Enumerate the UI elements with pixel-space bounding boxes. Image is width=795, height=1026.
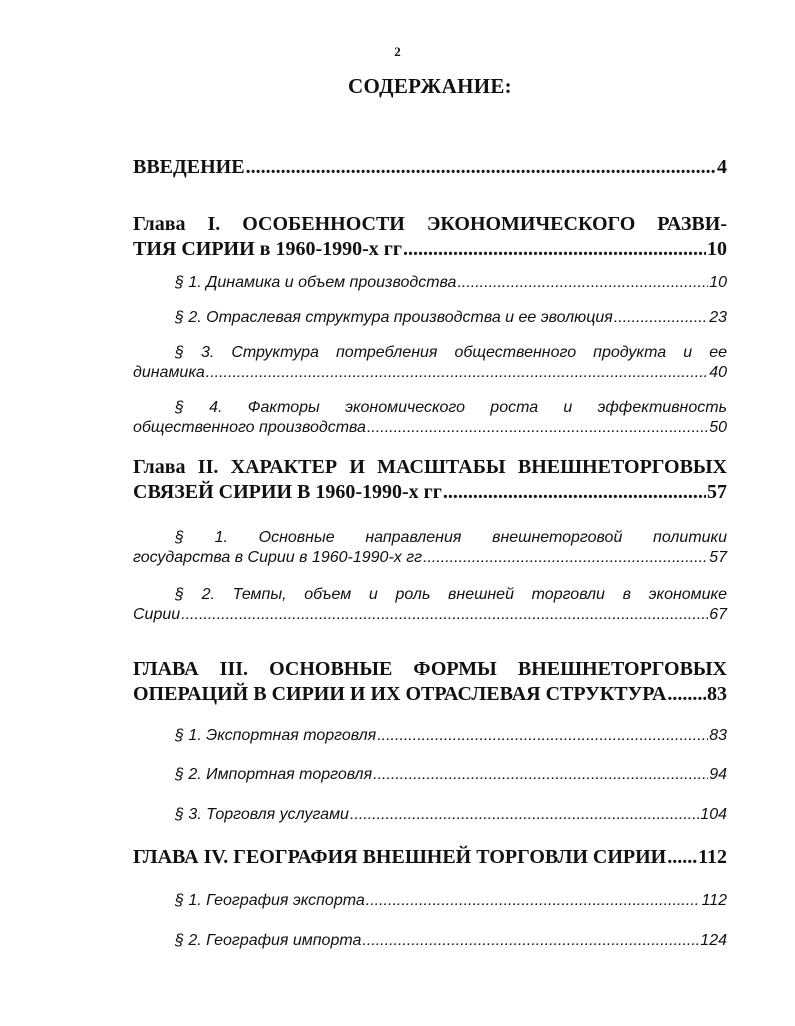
toc-entry-title: ГЛАВА IV. ГЕОГРАФИЯ ВНЕШНЕЙ ТОРГОВЛИ СИРИИ [133, 846, 667, 868]
toc-page-number: 112 [698, 846, 727, 868]
toc-leader-dots [377, 726, 708, 746]
toc-line [133, 273, 727, 293]
toc-entry-title-line: § 1. Основные направления внешнеторговой политики [175, 529, 727, 546]
toc-entry-chapter-2[interactable] [133, 455, 727, 505]
toc-entry-title-line: § 4. Факторы экономического роста и эффективность [175, 399, 727, 416]
toc-line [133, 237, 727, 262]
toc-page-number: 50 [709, 419, 727, 436]
toc-line [133, 891, 727, 911]
toc-entry-introduction[interactable] [133, 155, 727, 180]
toc-entry-section-3-2[interactable] [133, 765, 727, 785]
toc-leader-dots [403, 237, 706, 262]
toc-line [133, 605, 727, 625]
toc-leader-dots [362, 931, 699, 951]
toc-line [133, 363, 727, 383]
toc-page-number: 57 [709, 549, 727, 566]
toc-entry-title: ВВЕДЕНИЕ [133, 156, 245, 178]
toc-page-number: 67 [709, 606, 727, 623]
toc-line [133, 931, 727, 951]
toc-entry-title: общественного производства [133, 419, 366, 436]
toc-leader-dots [443, 480, 706, 505]
toc-entry-chapter-1[interactable] [133, 212, 727, 262]
toc-entry-title: динамика [133, 364, 205, 381]
toc-line [133, 726, 727, 746]
toc-page-number: 4 [717, 156, 727, 178]
toc-entry-section-3-3[interactable] [133, 805, 727, 825]
page-number: 2 [394, 44, 401, 59]
toc-entry-section-1-3[interactable] [133, 343, 727, 383]
toc-entry-title: § 2. Отраслевая структура производства и ее эволюция [175, 309, 613, 326]
toc-line [133, 682, 727, 707]
toc-page-number: 23 [709, 309, 727, 326]
toc-entry-section-1-4[interactable] [133, 398, 727, 438]
toc-page-number: 83 [707, 683, 727, 705]
toc-leader-dots [667, 845, 697, 870]
toc-entry-title-line: § 2. Темпы, объем и роль внешней торговли в экономике [175, 586, 727, 603]
toc-entry-title: § 1. География экспорта [175, 892, 365, 909]
toc-leader-dots [423, 548, 708, 568]
toc-entry-section-1-1[interactable] [133, 273, 727, 293]
toc-leader-dots [367, 418, 708, 438]
toc-entry-chapter-4[interactable] [133, 845, 727, 870]
toc-entry-title-line: § 3. Структура потребления общественного продукта и ее [175, 344, 727, 361]
toc-page-number: 10 [709, 274, 727, 291]
toc-leader-dots [350, 805, 699, 825]
toc-leader-dots [667, 682, 706, 707]
toc-line [133, 480, 727, 505]
toc-entry-section-3-1[interactable] [133, 726, 727, 746]
toc-entry-section-4-1[interactable] [133, 891, 727, 911]
toc-page-number: 94 [709, 766, 727, 783]
toc-page-number: 10 [707, 238, 727, 260]
toc-page-number: 83 [709, 727, 727, 744]
toc-entry-section-2-2[interactable] [133, 585, 727, 625]
toc-leader-dots [181, 605, 708, 625]
toc-leader-dots [206, 363, 708, 383]
toc-entry-title: Сирии [133, 606, 181, 623]
toc-entry-title-line: ГЛАВА III. ОСНОВНЫЕ ФОРМЫ ВНЕШНЕТОРГОВЫХ [133, 658, 727, 680]
toc-line [133, 845, 727, 870]
toc-entry-title: § 1. Динамика и объем производства [175, 274, 457, 291]
toc-page-number: 112 [701, 892, 727, 909]
toc-page-number: 57 [707, 481, 727, 503]
toc-leader-dots [246, 155, 716, 180]
toc-entry-section-4-2[interactable] [133, 931, 727, 951]
toc-entry-section-1-2[interactable] [133, 308, 727, 328]
toc-entry-title: ОПЕРАЦИЙ В СИРИИ И ИХ ОТРАСЛЕВАЯ СТРУКТУРА [133, 683, 667, 705]
toc-line [133, 765, 727, 785]
toc-entry-title-line: Глава II. ХАРАКТЕР И МАСШТАБЫ ВНЕШНЕТОРГОВЫХ [133, 456, 727, 478]
toc-entry-title: § 2. Импортная торговля [175, 766, 373, 783]
toc-entry-title: государства в Сирии в 1960-1990-х гг [133, 549, 422, 566]
toc-entry-title: СВЯЗЕЙ СИРИИ В 1960-1990-х гг [133, 481, 442, 503]
toc-entry-title-line: Глава I. ОСОБЕННОСТИ ЭКОНОМИЧЕСКОГО РАЗВИ- [133, 213, 727, 235]
toc-entry-title: § 2. География импорта [175, 932, 362, 949]
toc-leader-dots [457, 273, 708, 293]
toc-line [133, 548, 727, 568]
toc-leader-dots [366, 891, 701, 911]
toc-line [133, 418, 727, 438]
toc-leader-dots [614, 308, 708, 328]
toc-line [133, 308, 727, 328]
toc-page-number: 124 [700, 932, 727, 949]
page-title: СОДЕРЖАНИЕ: [348, 74, 512, 98]
toc-page-number: 40 [709, 364, 727, 381]
toc-entry-title: § 1. Экспортная торговля [175, 727, 377, 744]
toc-line [133, 805, 727, 825]
toc-line [133, 155, 727, 180]
toc-page-number: 104 [700, 806, 727, 823]
toc-entry-section-2-1[interactable] [133, 528, 727, 568]
toc-entry-title: § 3. Торговля услугами [175, 806, 349, 823]
toc-leader-dots [373, 765, 708, 785]
toc-entry-chapter-3[interactable] [133, 657, 727, 707]
toc-entry-title: ТИЯ СИРИИ в 1960-1990-х гг [133, 238, 402, 260]
